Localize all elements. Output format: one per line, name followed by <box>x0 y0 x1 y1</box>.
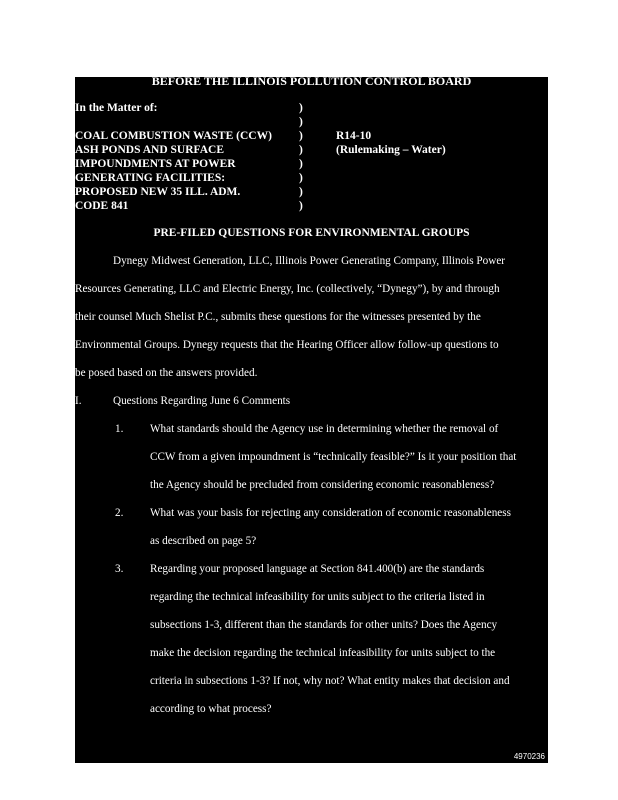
caption-paren: ) <box>299 200 303 212</box>
document-id: 4970236 <box>513 752 545 761</box>
caption-paren: ) <box>299 144 303 156</box>
caption-paren: ) <box>299 116 303 128</box>
question-number: 1. <box>115 423 124 435</box>
caption-paren: ) <box>299 158 303 170</box>
question-line: criteria in subsections 1-3? If not, why not? What entity makes that decision and <box>150 675 510 687</box>
question-line: the Agency should be precluded from considering economic reasonableness? <box>150 479 495 491</box>
caption-line: ASH PONDS AND SURFACE <box>75 144 224 156</box>
intro-line: their counsel Much Shelist P.C., submits these questions for the witnesses presented by the <box>75 311 481 323</box>
section-heading: Questions Regarding June 6 Comments <box>113 395 291 407</box>
caption-matter: In the Matter of: <box>75 102 158 114</box>
document-subtitle: PRE-FILED QUESTIONS FOR ENVIRONMENTAL GROUPS <box>153 227 470 239</box>
docket-type: (Rulemaking – Water) <box>336 144 446 156</box>
caption-line: IMPOUNDMENTS AT POWER <box>75 158 236 170</box>
intro-line: Dynegy Midwest Generation, LLC, Illinois Power Generating Company, Illinois Power <box>113 255 506 267</box>
caption-paren: ) <box>299 102 303 114</box>
caption-paren: ) <box>299 172 303 184</box>
question-line: make the decision regarding the technical infeasibility for units subject to the <box>150 647 496 659</box>
question-line: Regarding your proposed language at Section 841.400(b) are the standards <box>150 563 485 575</box>
docket-number: R14-10 <box>336 130 372 142</box>
caption-line: COAL COMBUSTION WASTE (CCW) <box>75 130 272 142</box>
question-line: CCW from a given impoundment is “technically feasible?” Is it your position that <box>150 451 517 463</box>
caption-line: GENERATING FACILITIES: <box>75 172 226 184</box>
question-number: 2. <box>115 507 124 519</box>
intro-line: Resources Generating, LLC and Electric Energy, Inc. (collectively, “Dynegy”), by and through <box>75 283 500 295</box>
intro-line: be posed based on the answers provided. <box>75 367 258 379</box>
question-line: What standards should the Agency use in determining whether the removal of <box>150 423 499 435</box>
caption-line: CODE 841 <box>75 200 129 212</box>
intro-line: Environmental Groups. Dynegy requests that the Hearing Officer allow follow-up questions to <box>75 339 499 351</box>
caption-paren: ) <box>299 186 303 198</box>
question-number: 3. <box>115 563 124 575</box>
document-page <box>75 74 548 763</box>
question-line: subsections 1-3, different than the standards for other units? Does the Agency <box>150 619 498 631</box>
question-line: according to what process? <box>150 703 272 715</box>
board-title: BEFORE THE ILLINOIS POLLUTION CONTROL BOARD <box>151 74 472 88</box>
section-number: I. <box>75 395 82 407</box>
question-line: regarding the technical infeasibility for units subject to the criteria listed in <box>150 591 485 603</box>
question-line: as described on page 5? <box>150 535 257 547</box>
question-line: What was your basis for rejecting any consideration of economic reasonableness <box>150 507 511 519</box>
caption-line: PROPOSED NEW 35 ILL. ADM. <box>75 186 241 198</box>
caption-paren: ) <box>299 130 303 142</box>
